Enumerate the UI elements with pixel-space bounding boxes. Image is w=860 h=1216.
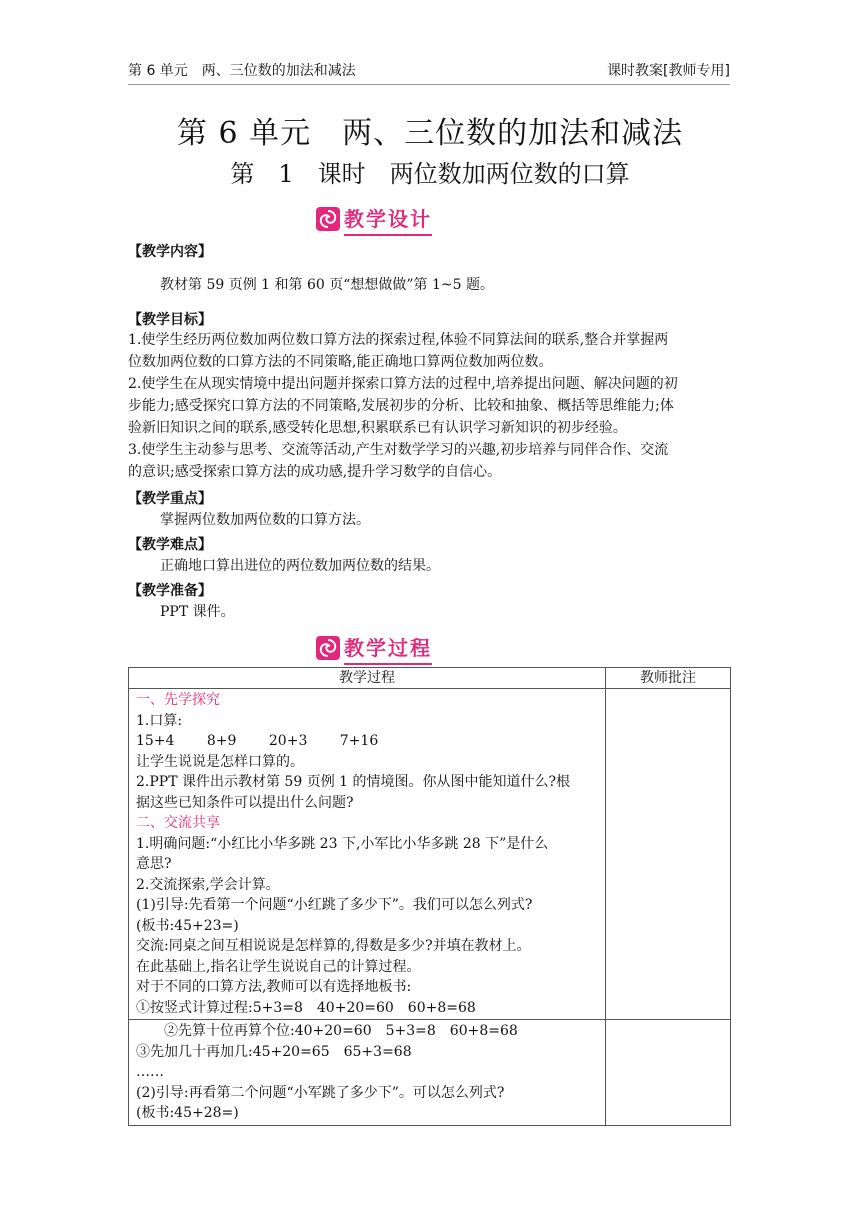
section-title: 一、先学探究 xyxy=(136,692,220,708)
content-text: 教材第 59 页例 1 和第 60 页“想想做做”第 1~5 题。 xyxy=(160,277,494,293)
process-cell xyxy=(129,1020,606,1126)
process-line: (2)引导:再看第二个问题“小军跳了多少下”。可以怎么列式? xyxy=(136,1084,505,1101)
goal-line: 1.使学生经历两位数加两位数口算方法的探索过程,体验不同算法间的联系,整合并掌握两 xyxy=(128,332,669,348)
comment-cell xyxy=(606,1020,731,1126)
comment-cell xyxy=(606,689,731,1020)
process-line: 1.明确问题:“小红比小华多跳 23 下,小军比小华多跳 28 下”是什么 xyxy=(136,835,549,852)
process-line: 让学生说说是怎样口算的。 xyxy=(136,753,304,770)
process-line: 意思? xyxy=(136,856,172,872)
process-table xyxy=(128,667,731,1126)
goal-line: 的意识;感受探索口算方法的成功感,提升学习数学的自信心。 xyxy=(128,464,502,480)
column-header-comments: 教师批注 xyxy=(606,668,731,689)
process-line: 15+4 8+9 20+3 7+16 xyxy=(136,733,379,749)
goal-line: 验新旧知识之间的联系,感受转化思想,积累联系已有认识学习新知识的初步经验。 xyxy=(128,420,627,436)
process-line: ①按竖式计算过程:5+3=8 40+20=60 60+8=68 xyxy=(136,999,476,1016)
goal-line: 位数加两位数的口算方法的不同策略,能正确地口算两位数加两位数。 xyxy=(128,354,553,370)
key-heading: 【教学重点】 xyxy=(128,491,212,507)
lesson-title: 第 1 课时 两位数加两位数的口算 xyxy=(230,160,630,188)
difficult-text: 正确地口算出进位的两位数加两位数的结果。 xyxy=(160,558,440,574)
goal-line: 3.使学生主动参与思考、交流等活动,产生对数学学习的兴趣,初步培养与同伴合作、交流 xyxy=(128,442,669,458)
process-line: (板书:45+23=) xyxy=(136,917,239,934)
spiral-logo-icon xyxy=(316,636,340,660)
column-header-process: 教学过程 xyxy=(129,668,606,689)
running-header-right: 课时教案[教师专用] xyxy=(607,63,730,79)
table-row xyxy=(129,689,731,1020)
prep-text: PPT 课件。 xyxy=(160,604,235,620)
goal-line: 2.使学生在从现实情境中提出问题并探索口算方法的过程中,培养提出问题、解决问题的初 xyxy=(128,376,678,392)
section-title: 二、交流共享 xyxy=(136,815,220,831)
process-line: 对于不同的口算方法,教师可以有选择地板书: xyxy=(136,979,412,995)
goal-line: 步能力;感受探究口算方法的不同策略,发展初步的分析、比较和抽象、概括等思维能力;体 xyxy=(128,398,674,414)
prep-heading: 【教学准备】 xyxy=(128,583,212,599)
table-header-row xyxy=(129,668,731,689)
design-banner xyxy=(316,204,432,234)
running-header-left: 第 6 单元 两、三位数的加法和减法 xyxy=(128,63,356,79)
spiral-logo-icon xyxy=(316,207,340,231)
process-banner-label: 教学过程 xyxy=(344,632,432,665)
process-banner xyxy=(316,633,432,663)
process-line: ②先算十位再算个位:40+20=60 5+3=8 60+8=68 xyxy=(136,1023,518,1039)
process-line: 2.交流探索,学会计算。 xyxy=(136,876,280,893)
goals-list xyxy=(128,329,730,483)
table-row xyxy=(129,1020,731,1126)
process-line: 据这些已知条件可以提出什么问题? xyxy=(136,794,354,811)
process-line: ③先加几十再加几:45+20=65 65+3=68 xyxy=(136,1043,412,1060)
difficult-heading: 【教学难点】 xyxy=(128,537,212,553)
process-line: 1.口算: xyxy=(136,712,183,729)
process-line: (板书:45+28=) xyxy=(136,1105,239,1121)
unit-title: 第 6 单元 两、三位数的加法和减法 xyxy=(176,116,684,151)
header-divider xyxy=(128,84,730,85)
content-heading: 【教学内容】 xyxy=(128,244,212,260)
process-cell xyxy=(129,689,606,1020)
process-line: …… xyxy=(136,1064,164,1080)
process-line: 交流:同桌之间互相说说是怎样算的,得数是多少?并填在教材上。 xyxy=(136,938,531,954)
goals-heading: 【教学目标】 xyxy=(128,312,212,328)
process-line: 2.PPT 课件出示教材第 59 页例 1 的情境图。你从图中能知道什么?根 xyxy=(136,774,571,790)
design-banner-label: 教学设计 xyxy=(344,203,432,236)
key-text: 掌握两位数加两位数的口算方法。 xyxy=(160,512,370,528)
process-line: (1)引导:先看第一个问题“小红跳了多少下”。我们可以怎么列式? xyxy=(136,897,533,913)
process-line: 在此基础上,指名让学生说说自己的计算过程。 xyxy=(136,958,421,975)
